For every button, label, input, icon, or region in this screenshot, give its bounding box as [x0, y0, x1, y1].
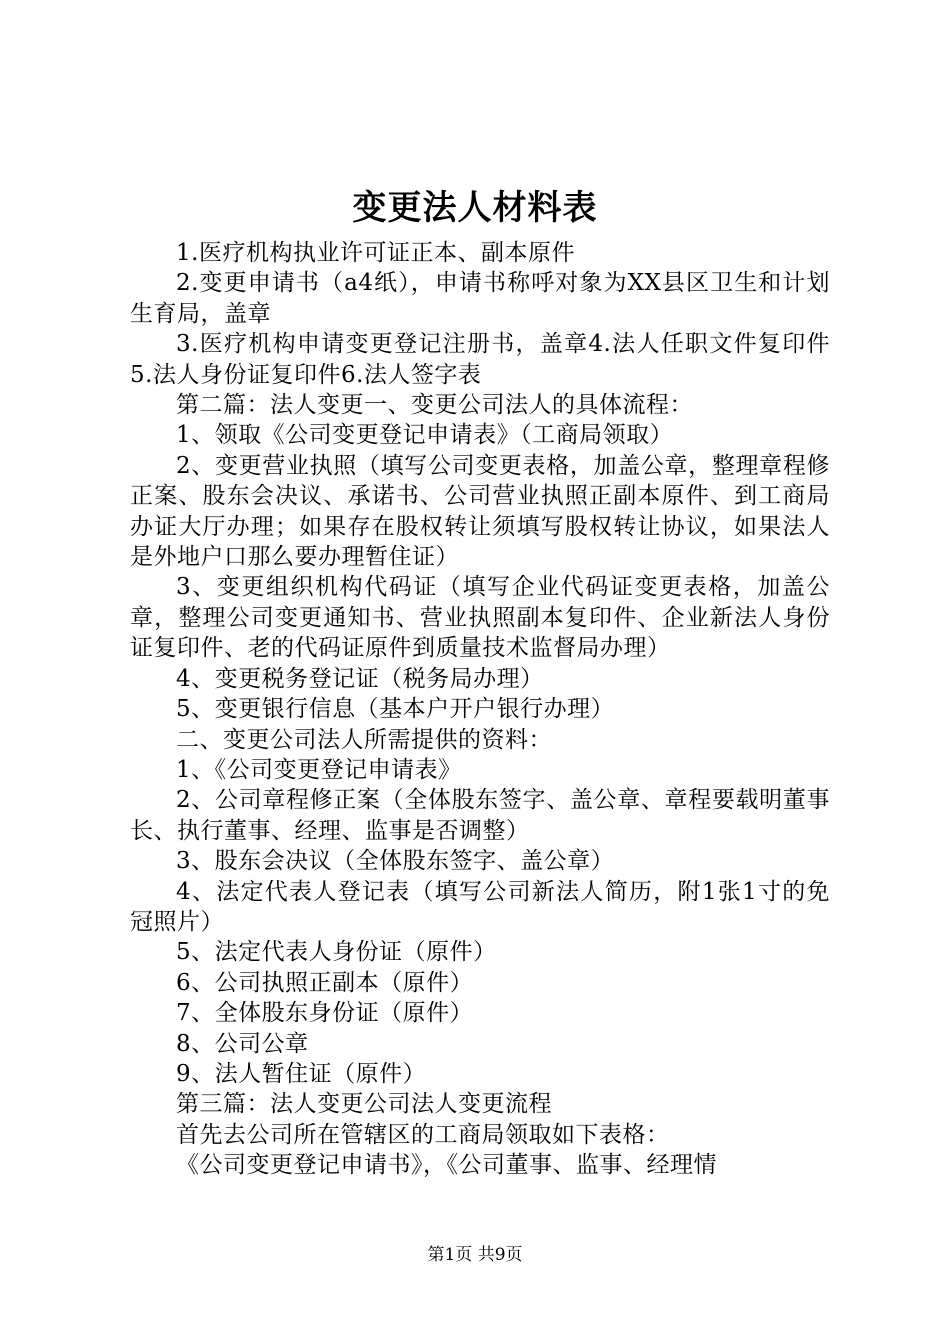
paragraph: 6、公司执照正副本（原件） [176, 969, 474, 996]
paragraph: 3、变更组织机构代码证（填写企业代码证变更表格，加盖公章，整理公司变更通知书、营业执照副本复印件、企业新法人身份证复印件、老的代码证原件到质量技术监督局办理） [130, 574, 830, 662]
paragraph: 《公司变更登记申请书》，《公司董事、监事、经理情 [176, 1152, 717, 1179]
paragraph: 二、变更公司法人所需提供的资料： [176, 726, 552, 753]
paragraph: 4、变更税务登记证（税务局办理） [176, 665, 544, 692]
paragraph: 4、法定代表人登记表（填写公司新法人简历，附1张1寸的免冠照片） [130, 878, 830, 935]
document-title: 变更法人材料表 [352, 188, 598, 228]
paragraph: 3.医疗机构申请变更登记注册书，盖章4.法人任职文件复印件5.法人身份证复印件6.法人签字表 [130, 331, 830, 388]
paragraph: 2.变更申请书（a4纸），申请书称呼对象为XX县区卫生和计划生育局，盖章 [130, 270, 830, 327]
paragraph: 2、变更营业执照（填写公司变更表格，加盖公章，整理章程修正案、股东会决议、承诺书、公司营业执照正副本原件、到工商局办证大厅办理；如果存在股权转让须填写股权转让协议，如果法人是外地户口那么要办理暂住证） [130, 452, 830, 571]
paragraph: 5、变更银行信息（基本户开户银行办理） [176, 696, 615, 723]
paragraph: 首先去公司所在管辖区的工商局领取如下表格： [176, 1121, 670, 1148]
paragraph: 第三篇：法人变更公司法人变更流程 [176, 1091, 552, 1118]
paragraph: 1、《公司变更登记申请表》 [176, 756, 462, 783]
paragraph: 8、公司公章 [176, 1030, 309, 1057]
page-number-footer: 第1页 共9页 [427, 1245, 523, 1265]
paragraph: 9、法人暂住证（原件） [176, 1060, 427, 1087]
paragraph: 2、公司章程修正案（全体股东签字、盖公章、章程要载明董事长、执行董事、经理、监事是否调整） [130, 787, 830, 844]
paragraph: 第二篇：法人变更一、变更公司法人的具体流程： [176, 392, 693, 419]
paragraph: 5、法定代表人身份证（原件） [176, 939, 497, 966]
paragraph: 1、领取《公司变更登记申请表》（工商局领取） [176, 422, 674, 449]
paragraph: 7、全体股东身份证（原件） [176, 1000, 474, 1027]
paragraph: 3、股东会决议（全体股东签字、盖公章） [176, 848, 615, 875]
paragraph: 1.医疗机构执业许可证正本、副本原件 [176, 240, 575, 266]
document-body [130, 238, 830, 1181]
